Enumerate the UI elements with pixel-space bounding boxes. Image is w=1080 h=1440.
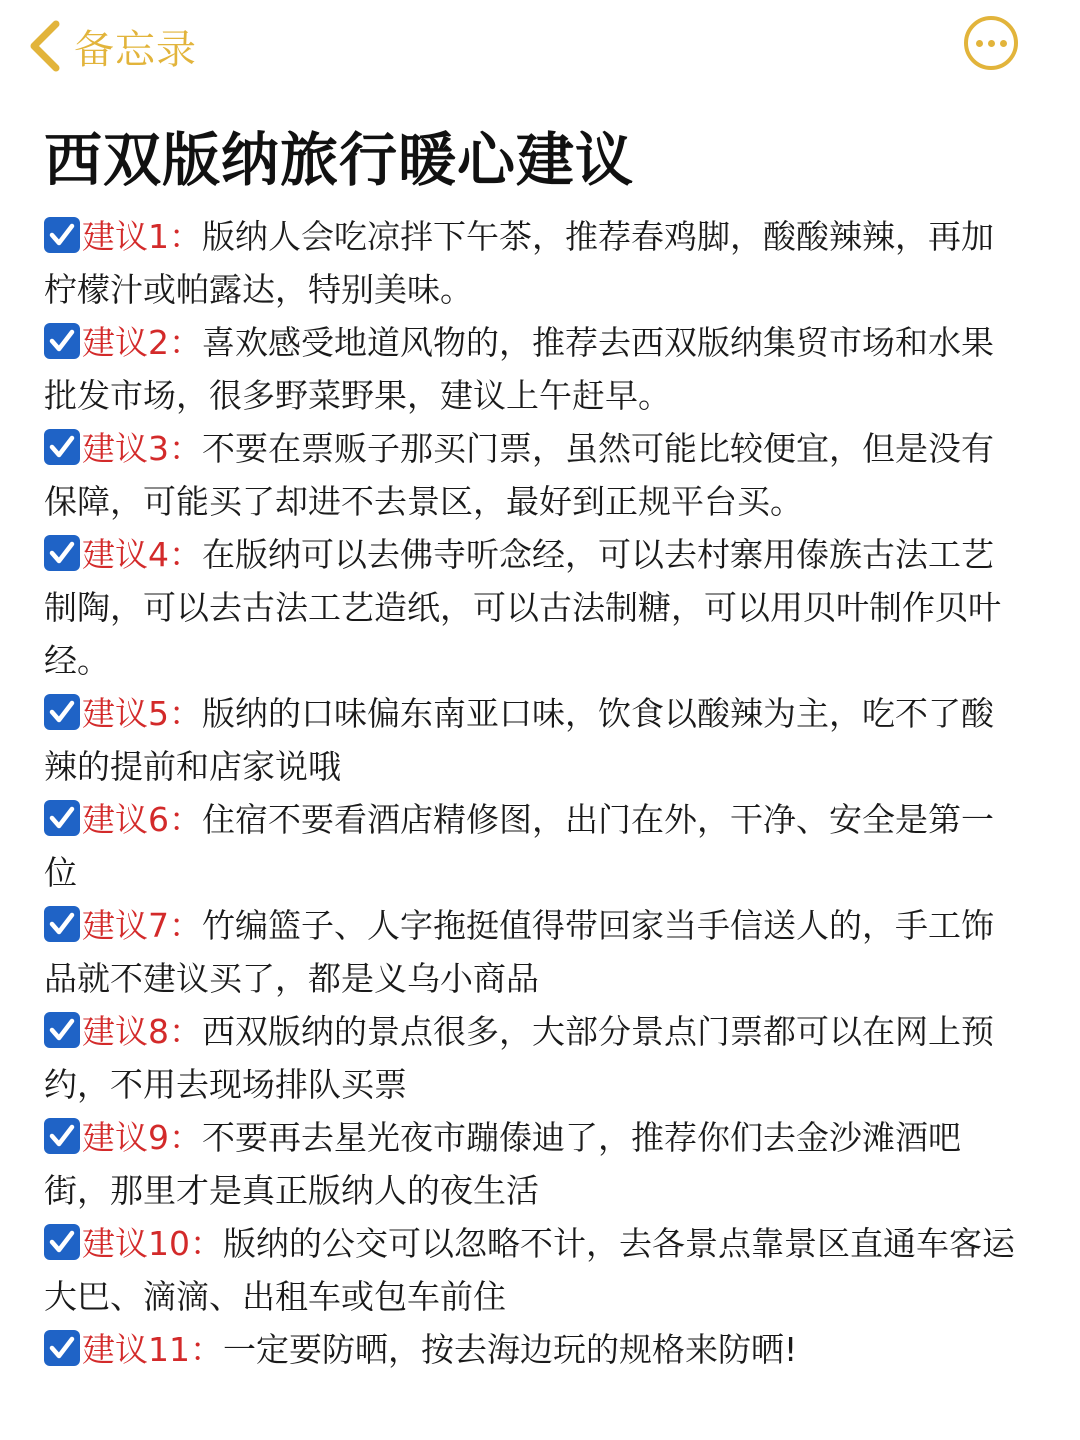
list-item [44,687,1024,793]
back-button[interactable] [28,14,197,78]
tip-label: 建议2： [82,323,202,362]
tip-text: 喜欢感受地道风物的，推荐去西双版纳集贸市场和水果批发市场，很多野菜野果，建议上午赶早。 [44,323,994,415]
checkbox-checked-icon [44,694,80,730]
tip-label: 建议5： [82,694,202,733]
list-item [44,899,1024,1005]
tip-label: 建议6： [82,800,202,839]
checkbox-checked-icon [44,1330,80,1366]
page-title: 西双版纳旅行暖心建议 [44,126,635,194]
list-item [44,1111,1024,1217]
list-item [44,1217,1024,1323]
tip-label: 建议3： [82,429,202,468]
checkbox-checked-icon [44,217,80,253]
checkbox-checked-icon [44,535,80,571]
list-item [44,316,1024,422]
list-item [44,1005,1024,1111]
nav-bar [0,0,1080,92]
tip-text: 住宿不要看酒店精修图，出门在外，干净、安全是第一位 [44,800,994,892]
tip-text: 版纳的口味偏东南亚口味，饮食以酸辣为主，吃不了酸辣的提前和店家说哦 [44,694,994,786]
tip-label: 建议9： [82,1118,202,1157]
tip-text: 不要再去星光夜市蹦傣迪了，推荐你们去金沙滩酒吧街，那里才是真正版纳人的夜生活 [44,1118,961,1210]
checkbox-checked-icon [44,1224,80,1260]
checkbox-checked-icon [44,1012,80,1048]
tip-label: 建议11： [82,1330,223,1369]
tip-text: 竹编篮子、人字拖挺值得带回家当手信送人的，手工饰品就不建议买了，都是义乌小商品 [44,906,994,998]
tip-text: 版纳的公交可以忽略不计，去各景点靠景区直通车客运大巴、滴滴、出租车或包车前住 [44,1224,1015,1316]
tip-text: 一定要防晒，按去海边玩的规格来防晒! [223,1330,798,1369]
list-item [44,1323,1024,1376]
checkbox-checked-icon [44,429,80,465]
tip-text: 在版纳可以去佛寺听念经，可以去村寨用傣族古法工艺制陶，可以去古法工艺造纸，可以古法制糖，可以用贝叶制作贝叶经。 [44,535,1001,680]
checkbox-checked-icon [44,800,80,836]
tip-label: 建议4： [82,535,202,574]
checkbox-checked-icon [44,906,80,942]
tip-text: 不要在票贩子那买门票，虽然可能比较便宜，但是没有保障，可能买了却进不去景区，最好到正规平台买。 [44,429,994,521]
tips-list [44,210,1024,1376]
checkbox-checked-icon [44,323,80,359]
tip-label: 建议10： [82,1224,223,1263]
tip-text: 版纳人会吃凉拌下午茶，推荐春鸡脚，酸酸辣辣，再加柠檬汁或帕露达，特别美味。 [44,217,994,309]
tip-label: 建议1： [82,217,202,256]
chevron-left-icon [28,20,62,72]
list-item [44,793,1024,899]
tip-label: 建议8： [82,1012,202,1051]
more-icon[interactable] [964,16,1018,70]
tip-label: 建议7： [82,906,202,945]
list-item [44,422,1024,528]
back-label: 备忘录 [74,26,197,73]
list-item [44,528,1024,687]
checkbox-checked-icon [44,1118,80,1154]
list-item [44,210,1024,316]
tip-text: 西双版纳的景点很多，大部分景点门票都可以在网上预约，不用去现场排队买票 [44,1012,994,1104]
